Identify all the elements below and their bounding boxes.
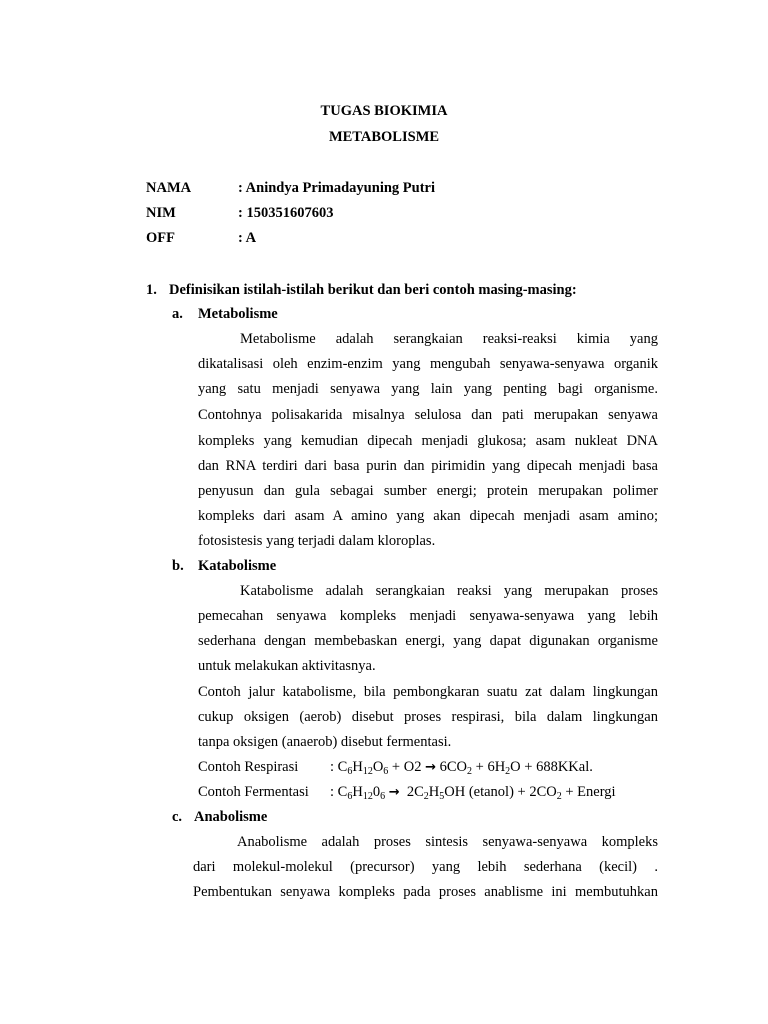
fermentation-label: Contoh Fermentasi bbox=[198, 784, 309, 800]
arrow-right-icon: → bbox=[388, 785, 400, 800]
question-text: Definisikan istilah-istilah berikut dan beri contoh masing-masing: bbox=[169, 282, 577, 298]
document-title: TUGAS BIOKIMIA bbox=[320, 103, 448, 119]
section-b-line: tanpa oksigen (anaerob) disebut fermentasi. bbox=[198, 734, 452, 750]
section-b-line: pemecahan senyawa kompleks menjadi senyawa-senyawa yang lebih bbox=[198, 608, 658, 624]
question-number: 1. bbox=[146, 282, 157, 298]
section-a-heading: Metabolisme bbox=[198, 306, 278, 322]
fermentation-equation: : $C_6H_{12}0_6 \to 2C_2H_5OH$ (etanol) + $2CO_2$ + Energi bbox=[330, 784, 616, 802]
section-a-line: dan RNA terdiri dari basa purin dan pirimidin yang dipecah menjadi basa bbox=[198, 458, 658, 474]
section-b-heading: Katabolisme bbox=[198, 558, 277, 574]
section-a-line: Contohnya polisakarida misalnya selulosa dan pati merupakan senyawa bbox=[198, 407, 658, 423]
section-a-line: yang satu menjadi senyawa yang lain yang penting bagi organisme. bbox=[198, 381, 658, 397]
section-b-line: Contoh jalur katabolisme, bila pembongkaran suatu zat dalam lingkungan bbox=[198, 684, 658, 700]
name-label: NAMA bbox=[146, 180, 192, 196]
section-b-line: cukup oksigen (aerob) disebut proses respirasi, bila dalam lingkungan bbox=[198, 709, 658, 725]
section-a-marker: a. bbox=[172, 306, 183, 322]
name-value: : Anindya Primadayuning Putri bbox=[238, 180, 435, 196]
section-b-line: sederhana dengan membebaskan energi, yang dapat digunakan organisme bbox=[198, 633, 658, 649]
nim-value: : 150351607603 bbox=[238, 205, 334, 221]
section-a-line: penyusun dan gula sebagai sumber energi; protein merupakan polimer bbox=[198, 483, 658, 499]
section-a-line: kompleks yang kemudian dipecah menjadi glukosa; asam nukleat DNA bbox=[198, 433, 658, 449]
section-a-line: dikatalisasi oleh enzim-enzim yang mengubah senyawa-senyawa organik bbox=[198, 356, 658, 372]
section-b-marker: b. bbox=[172, 558, 184, 574]
nim-label: NIM bbox=[146, 205, 176, 221]
section-c-heading: Anabolisme bbox=[194, 809, 268, 825]
section-c-line: Anabolisme adalah proses sintesis senyawa-senyawa kompleks bbox=[237, 834, 658, 850]
off-value: : A bbox=[238, 230, 257, 246]
respiration-equation: : $C_6H_{12}O_6 + O2 \to 6CO_2 + 6H_2O$ + 688KKal. bbox=[330, 759, 593, 777]
document-subtitle: METABOLISME bbox=[328, 129, 440, 145]
section-c-marker: c. bbox=[172, 809, 183, 825]
section-a-line: kompleks dari asam A amino yang akan dipecah menjadi asam amino; bbox=[198, 508, 658, 524]
section-a-line: Metabolisme adalah serangkaian reaksi-reaksi kimia yang bbox=[240, 331, 658, 347]
section-b-line: Katabolisme adalah serangkaian reaksi yang merupakan proses bbox=[240, 583, 658, 599]
section-c-line: dari molekul-molekul (precursor) yang lebih sederhana (kecil) . bbox=[193, 859, 658, 875]
off-label: OFF bbox=[146, 230, 175, 246]
section-c-line: Pembentukan senyawa kompleks pada proses anablisme ini membutuhkan bbox=[193, 884, 658, 900]
arrow-right-icon: → bbox=[425, 760, 436, 775]
respiration-label: Contoh Respirasi bbox=[198, 759, 299, 775]
section-a-line: fotosistesis yang terjadi dalam kloroplas. bbox=[198, 533, 436, 549]
section-b-line: untuk melakukan aktivitasnya. bbox=[198, 658, 376, 674]
